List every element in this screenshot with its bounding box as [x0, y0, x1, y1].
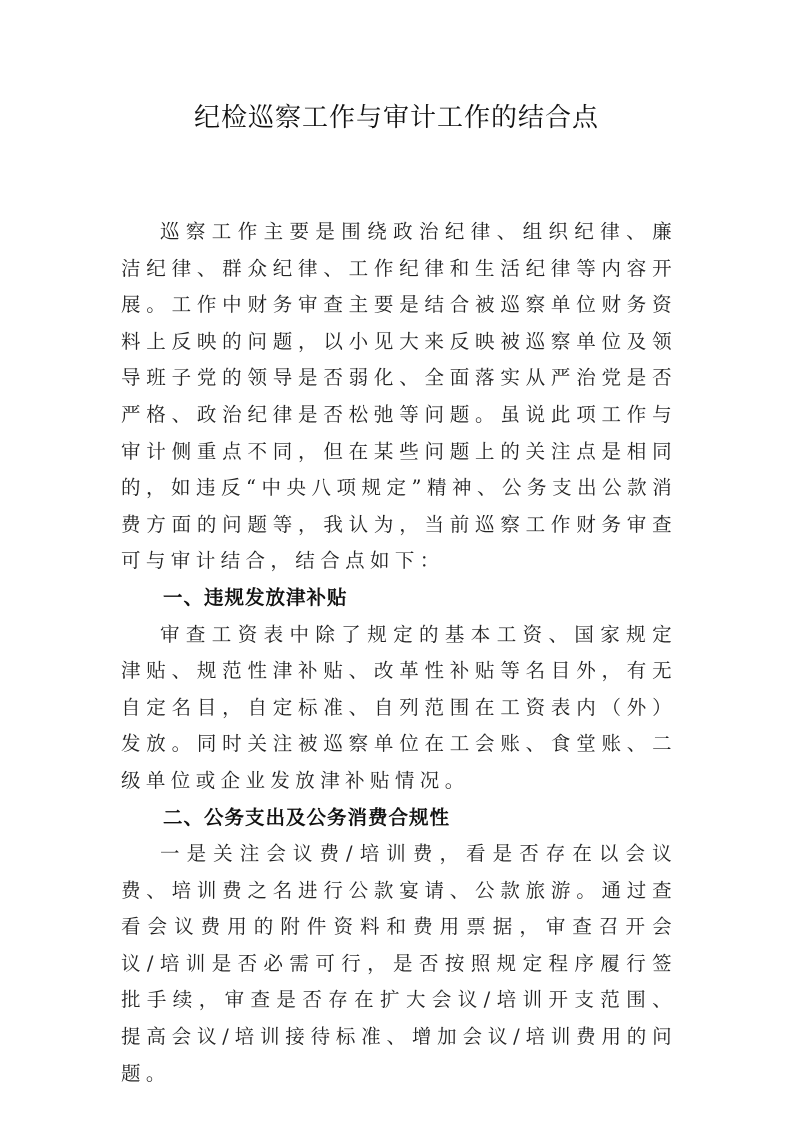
- section-heading-2: 二、公务支出及公务消费合规性: [163, 805, 451, 829]
- document-body: [121, 214, 677, 1092]
- section-heading-1: 一、违规发放津补贴: [163, 585, 348, 609]
- section-1-paragraph: 审查工资表中除了规定的基本工资、国家规定津贴、规范性津补贴、改革性补贴等名目外，有无自定名目，自定标准、自列范围在工资表内（外）发放。同时关注被巡察单位在工会账、食堂账、二级单位或企业发放津补贴情况。: [121, 622, 677, 792]
- document-title: 纪检巡察工作与审计工作的结合点: [193, 103, 599, 133]
- intro-paragraph: 巡察工作主要是围绕政治纪律、组织纪律、廉洁纪律、群众纪律、工作纪律和生活纪律等内容开展。工作中财务审查主要是结合被巡察单位财务资料上反映的问题，以小见大来反映被巡察单位及领导班子党的领导是否弱化、全面落实从严治党是否严格、政治纪律是否松弛等问题。虽说此项工作与审计侧重点不同，但在某些问题上的关注点是相同的，如违反“中央八项规定”精神、公务支出公款消费方面的问题等，我认为，当前巡察工作财务审查可与审计结合，结合点如下：: [121, 220, 677, 573]
- section-2-paragraph: 一是关注会议费/培训费，看是否存在以会议费、培训费之名进行公款宴请、公款旅游。通过查看会议费用的附件资料和费用票据，审查召开会议/培训是否必需可行，是否按照规定程序履行签批手续，审查是否存在扩大会议/培训开支范围、提高会议/培训接待标准、增加会议/培训费用的问题。: [121, 842, 677, 1085]
